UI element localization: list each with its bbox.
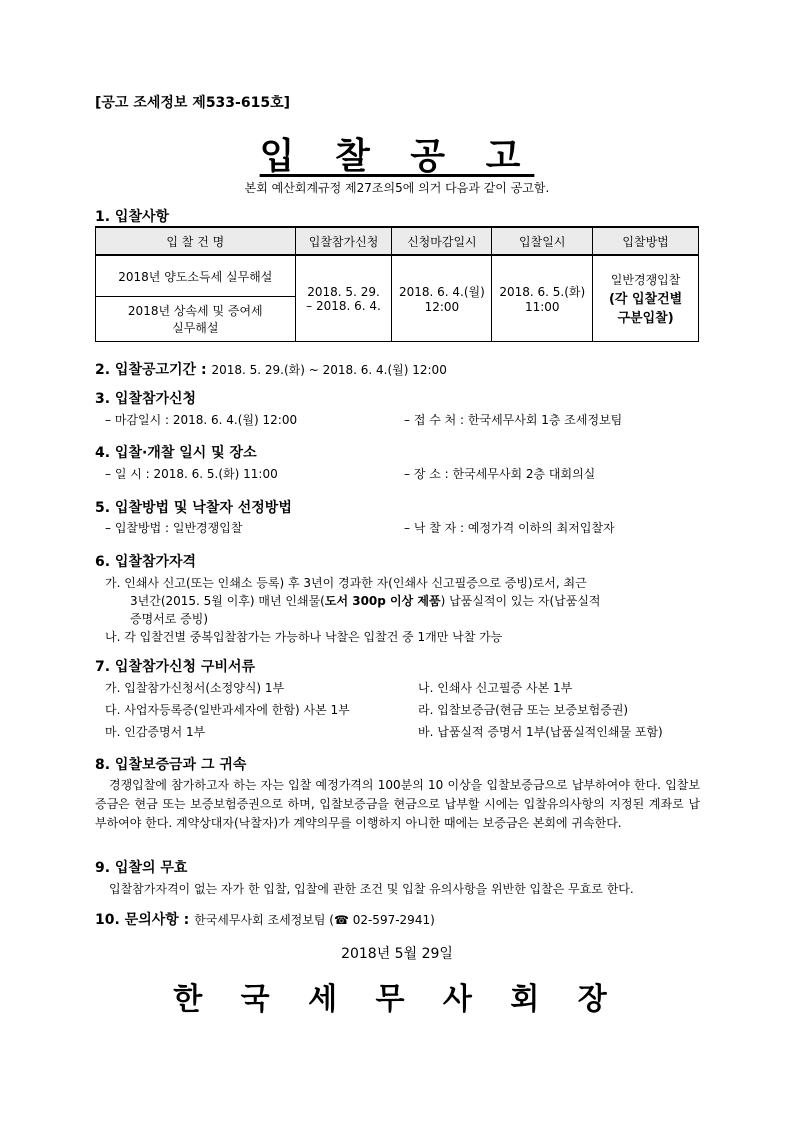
s6-item-a-line3: 증명서로 증빙) <box>130 612 209 626</box>
s7-doc-ba: 바. 납품실적 증명서 1부(납품실적인쇄물 포함) <box>418 725 663 739</box>
section-4-heading: 4. 입찰·개찰 일시 및 장소 <box>95 445 257 461</box>
s6-item-b: 나. 각 입찰건별 중복입찰참가는 가능하나 낙찰은 입찰건 중 1개만 낙찰 가능 <box>105 630 503 644</box>
section-3-heading: 3. 입찰참가신청 <box>95 391 197 407</box>
notice-date: 2018년 5월 29일 <box>341 946 453 962</box>
section-9-heading: 9. 입찰의 무효 <box>95 860 188 876</box>
col-header-item: 입 찰 건 명 <box>96 227 296 255</box>
intro-text: 본회 예산회계규정 제27조의5에 의거 다음과 같이 공고함. <box>244 181 550 195</box>
s8-body: 경쟁입찰에 참가하고자 하는 자는 입찰 예정가격의 100분의 10 이상을 입찰보증금으로 납부하여야 한다. 입찰보증금은 현금 또는 보증보험증권으로 하며, 입찰보증금을 현금으로 납부할 시에는 입찰유의사항의 지정된 계좌로 납부하여야 한다. 계약상대자(낙찰자)가 계약의무를 이행하지 아니한 때에는 보증금은 본회에 귀속한다. <box>95 778 700 830</box>
s7-doc-ra: 라. 입찰보증금(현금 또는 보증보험증권) <box>418 703 629 717</box>
section-1-heading: 1. 입찰사항 <box>95 209 170 225</box>
deadline: 2018. 6. 4.(월) 12:00 <box>392 255 492 342</box>
s7-doc-ga: 가. 입찰참가신청서(소정양식) 1부 <box>105 681 285 695</box>
col-header-bid-date: 입찰일시 <box>492 227 593 255</box>
item-name: 2018년 양도소득세 실무해설 <box>96 255 296 297</box>
s7-doc-ma: 마. 인감증명서 1부 <box>105 725 206 739</box>
section-5-heading: 5. 입찰방법 및 낙찰자 선정방법 <box>95 500 292 516</box>
col-header-method: 입찰방법 <box>593 227 699 255</box>
page-title: 입 찰 공 고 <box>259 136 535 177</box>
col-header-deadline: 신청마감일시 <box>392 227 492 255</box>
section-7-heading: 7. 입찰참가신청 구비서류 <box>95 659 256 675</box>
s6-item-a-line1: 가. 인쇄사 신고(또는 인쇄소 등록) 후 3년이 경과한 자(인쇄사 신고필증으로 증빙)로서, 최근 <box>105 576 587 590</box>
s7-doc-na: 나. 인쇄사 신고필증 사본 1부 <box>418 681 573 695</box>
s4-place: – 장 소 : 한국세무사회 2층 대회의실 <box>404 467 596 481</box>
s5-method: – 입찰방법 : 일반경쟁입찰 <box>105 521 243 535</box>
section-10-heading: 10. 문의사항 : 한국세무사회 조세정보팀 (☎ 02-597-2941) <box>95 912 435 928</box>
bid-table-header <box>96 227 699 255</box>
col-header-apply: 입찰참가신청 <box>295 227 392 255</box>
issuer-name: 한 국 세 무 사 회 장 <box>173 982 621 1017</box>
section-8-heading: 8. 입찰보증금과 그 귀속 <box>95 757 247 773</box>
item-name: 2018년 상속세 및 증여세 실무해설 <box>96 297 296 342</box>
s4-datetime: – 일 시 : 2018. 6. 5.(화) 11:00 <box>105 467 278 481</box>
table-row <box>96 255 699 297</box>
s3-receipt: – 접 수 처 : 한국세무사회 1층 조세정보팀 <box>404 413 623 427</box>
s6-item-a-line2: 3년간(2015. 5월 이후) 매년 인쇄물(도서 300p 이상 제품) 납품실적이 있는 자(납품실적 <box>130 594 601 608</box>
section-2-heading: 2. 입찰공고기간 : 2018. 5. 29.(화) ~ 2018. 6. 4.(월) 12:00 <box>95 362 447 378</box>
section-6-heading: 6. 입찰참가자격 <box>95 554 197 570</box>
apply-period: 2018. 5. 29. – 2018. 6. 4. <box>295 255 392 342</box>
bid-method: 일반경쟁입찰 (각 입찰건별 구분입찰) <box>593 255 699 342</box>
bid-datetime: 2018. 6. 5.(화) 11:00 <box>492 255 593 342</box>
s3-deadline: – 마감일시 : 2018. 6. 4.(월) 12:00 <box>105 413 298 427</box>
s7-doc-da: 다. 사업자등록증(일반과세자에 한함) 사본 1부 <box>105 703 350 717</box>
s5-winner: – 낙 찰 자 : 예정가격 이하의 최저입찰자 <box>404 521 615 535</box>
s9-body: 입찰참가자격이 없는 자가 한 입찰, 입찰에 관한 조건 및 입찰 유의사항을 위반한 입찰은 무효로 한다. <box>109 882 634 896</box>
notice-number: [공고 조세정보 제533-615호] <box>95 95 290 111</box>
bid-table <box>95 226 699 342</box>
